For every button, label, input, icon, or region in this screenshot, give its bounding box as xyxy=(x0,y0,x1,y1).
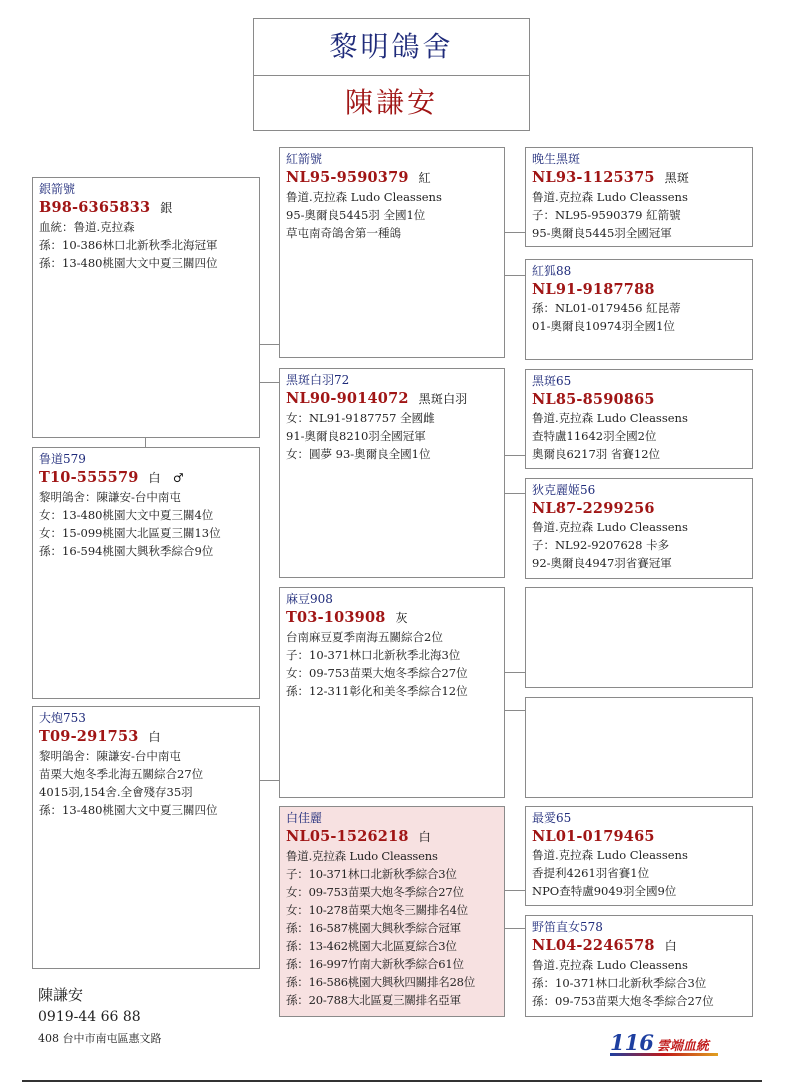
pedigree-note: 孫：12-311彰化和美冬季綜合12位 xyxy=(286,684,468,698)
pigeon-card-empty xyxy=(525,697,753,798)
pigeon-name: 黑斑白羽72 xyxy=(286,373,350,387)
connector xyxy=(504,710,525,711)
pedigree-note: 子：10-371林口北新秋季綜合3位 xyxy=(286,867,457,881)
pigeon-card-sdd xyxy=(525,478,753,579)
pigeon-name: 銀箭號 xyxy=(39,182,76,196)
pigeon-card-empty xyxy=(525,587,753,688)
title-box xyxy=(253,18,530,131)
pedigree-note: 孫：16-586桃園大興秋四關排名28位 xyxy=(286,975,476,989)
loft-name: 黎明鴿舍 xyxy=(254,19,529,76)
pedigree-note: 鲁道.克拉森 Ludo Cleassens xyxy=(286,849,438,863)
ring-number: NL87-2299256 xyxy=(532,500,655,517)
connector xyxy=(504,455,525,456)
pigeon-card-sire-sire xyxy=(279,147,505,358)
owner-phone: 0919-44 66 88 xyxy=(38,1009,141,1025)
connector xyxy=(504,232,525,233)
ring-number: B98-6365833 xyxy=(39,199,151,216)
pedigree-note: 孫：13-462桃園大北區夏綜合3位 xyxy=(286,939,457,953)
pigeon-card-dam xyxy=(32,706,260,969)
connector xyxy=(504,672,525,673)
pigeon-color: 白 xyxy=(148,730,161,744)
pigeon-name: 最愛65 xyxy=(532,811,572,825)
pigeon-name: 鲁道579 xyxy=(39,452,86,466)
connector xyxy=(259,780,279,781)
connector xyxy=(504,928,525,929)
pedigree-note: 鲁道.克拉森 Ludo Cleassens xyxy=(532,190,688,204)
pedigree-note: 草屯南奇鴿舍第一種鴿 xyxy=(286,226,401,240)
pigeon-color: 白 ♂ xyxy=(148,471,184,485)
pedigree-note: 查特盧11642羽全國2位 xyxy=(532,429,657,443)
pedigree-note: 4015羽,154舍.全會殘存35羽 xyxy=(39,785,193,799)
pigeon-name: 黑斑65 xyxy=(532,374,572,388)
pedigree-note: 01-奧爾良10974羽全國1位 xyxy=(532,319,675,333)
pigeon-card-sss xyxy=(525,147,753,247)
pigeon-color: 紅 xyxy=(418,171,431,185)
pigeon-name: 狄克麗姬56 xyxy=(532,483,596,497)
pedigree-note: 孫：16-587桃園大興秋季綜合冠軍 xyxy=(286,921,461,935)
pedigree-note: 孫：13-480桃園大文中夏三關四位 xyxy=(39,256,218,270)
pedigree-note: 苗栗大炮冬季北海五關綜合27位 xyxy=(39,767,204,781)
ring-number: NL91-9187788 xyxy=(532,281,655,298)
pedigree-note: 血統：鲁道.克拉森 xyxy=(39,220,135,234)
ring-number: NL01-0179465 xyxy=(532,828,655,845)
pigeon-name: 紅狐88 xyxy=(532,264,572,278)
connector xyxy=(504,890,525,891)
pigeon-name: 麻豆908 xyxy=(286,592,333,606)
owner-name-title: 陳謙安 xyxy=(344,86,438,119)
pigeon-color: 黑斑白羽 xyxy=(418,392,468,406)
owner-address: 408 台中市南屯區惠文路 xyxy=(38,1032,162,1045)
pedigree-note: 女：NL91-9187757 全國雌 xyxy=(286,411,435,425)
pedigree-note: 台南麻豆夏季南海五關綜合2位 xyxy=(286,630,443,644)
owner-info xyxy=(38,984,162,1050)
pedigree-note: 女：09-753苗栗大炮冬季綜合27位 xyxy=(286,885,464,899)
pigeon-color: 白 xyxy=(664,939,677,953)
pedigree-note: 子：10-371林口北新秋季北海3位 xyxy=(286,648,461,662)
pedigree-note: 孫：16-997竹南大新秋季綜合61位 xyxy=(286,957,464,971)
pigeon-color: 灰 xyxy=(395,611,408,625)
pedigree-note: 孫：10-371林口北新秋季綜合3位 xyxy=(532,976,707,990)
pedigree-note: 95-奧爾良5445羽 全國1位 xyxy=(286,208,426,222)
ring-number: T03-103908 xyxy=(286,609,386,626)
pedigree-note: 91-奧爾良8210羽全國冠軍 xyxy=(286,429,426,443)
ring-number: NL05-1526218 xyxy=(286,828,409,845)
pedigree-note: 孫：16-594桃園大興秋季綜合9位 xyxy=(39,544,214,558)
pedigree-note: 香提利4261羽省賽1位 xyxy=(532,866,650,880)
pedigree-note: 鲁道.克拉森 Ludo Cleassens xyxy=(532,520,688,534)
site-logo xyxy=(610,1030,718,1056)
pedigree-note: 92-奧爾良4947羽省賽冠軍 xyxy=(532,556,672,570)
pigeon-card-sire xyxy=(32,447,260,699)
pigeon-color: 白 xyxy=(418,830,431,844)
ring-number: T09-291753 xyxy=(39,728,139,745)
connector xyxy=(504,493,525,494)
pigeon-card-ssd xyxy=(525,259,753,360)
ring-number: NL95-9590379 xyxy=(286,169,409,186)
pigeon-name: 紅箭號 xyxy=(286,152,323,166)
pigeon-name: 白佳麗 xyxy=(286,811,323,825)
pedigree-note: 孫：09-753苗栗大炮冬季綜合27位 xyxy=(532,994,714,1008)
pigeon-card-subject xyxy=(32,177,260,438)
pedigree-note: 孫：NL01-0179456 紅昆蒂 xyxy=(532,301,681,315)
pedigree-note: 鲁道.克拉森 Ludo Cleassens xyxy=(532,411,688,425)
pedigree-note: 黎明鴿舍：陳謙安-台中南屯 xyxy=(39,749,181,763)
pedigree-note: 孫：20-788大北區夏三關排名亞軍 xyxy=(286,993,461,1007)
pigeon-color: 黑斑 xyxy=(664,171,690,185)
pedigree-note: 女：09-753苗栗大炮冬季綜合27位 xyxy=(286,666,468,680)
connector xyxy=(259,344,279,345)
pigeon-card-ddd xyxy=(525,915,753,1017)
ring-number: NL90-9014072 xyxy=(286,390,409,407)
logo-number: 116 xyxy=(610,1030,654,1055)
pigeon-card-sire-dam xyxy=(279,368,505,578)
footer-divider xyxy=(22,1080,762,1082)
pigeon-color: 銀 xyxy=(160,201,173,215)
pigeon-name: 野笛直女578 xyxy=(532,920,603,934)
owner-name: 陳謙安 xyxy=(38,986,84,1004)
pedigree-note: NPO查特盧9049羽全國9位 xyxy=(532,884,677,898)
pedigree-note: 女：圓夢 93-奧爾良全國1位 xyxy=(286,447,431,461)
pigeon-name: 晚生黑斑 xyxy=(532,152,581,166)
pedigree-note: 黎明鴿舍：陳謙安-台中南屯 xyxy=(39,490,181,504)
pedigree-note: 奧爾良6217羽 省賽12位 xyxy=(532,447,661,461)
pigeon-card-dds xyxy=(525,806,753,906)
ring-number: NL93-1125375 xyxy=(532,169,655,186)
pedigree-note: 95-奧爾良5445羽全國冠軍 xyxy=(532,226,672,240)
pedigree-note: 孫：13-480桃園大文中夏三關四位 xyxy=(39,803,218,817)
pedigree-note: 孫：10-386林口北新秋季北海冠軍 xyxy=(39,238,218,252)
connector xyxy=(259,382,279,383)
logo-text: 雲端血統 xyxy=(656,1039,709,1054)
pedigree-note: 鲁道.克拉森 Ludo Cleassens xyxy=(532,958,688,972)
ring-number: T10-555579 xyxy=(39,469,139,486)
pedigree-note: 女：13-480桃園大文中夏三關4位 xyxy=(39,508,214,522)
pedigree-note: 子：NL95-9590379 紅箭號 xyxy=(532,208,681,222)
connector xyxy=(504,275,525,276)
pigeon-card-sds xyxy=(525,369,753,469)
ring-number: NL04-2246578 xyxy=(532,937,655,954)
pedigree-note: 女：10-278苗栗大炮冬三關排名4位 xyxy=(286,903,468,917)
pigeon-card-dam-sire xyxy=(279,587,505,798)
ring-number: NL85-8590865 xyxy=(532,391,655,408)
pigeon-card-dam-dam xyxy=(279,806,505,1017)
pedigree-note: 鲁道.克拉森 Ludo Cleassens xyxy=(286,190,442,204)
pedigree-note: 子：NL92-9207628 卡多 xyxy=(532,538,670,552)
pedigree-note: 鲁道.克拉森 Ludo Cleassens xyxy=(532,848,688,862)
pedigree-note: 女：15-099桃園大北區夏三關13位 xyxy=(39,526,221,540)
pigeon-name: 大炮753 xyxy=(39,711,86,725)
